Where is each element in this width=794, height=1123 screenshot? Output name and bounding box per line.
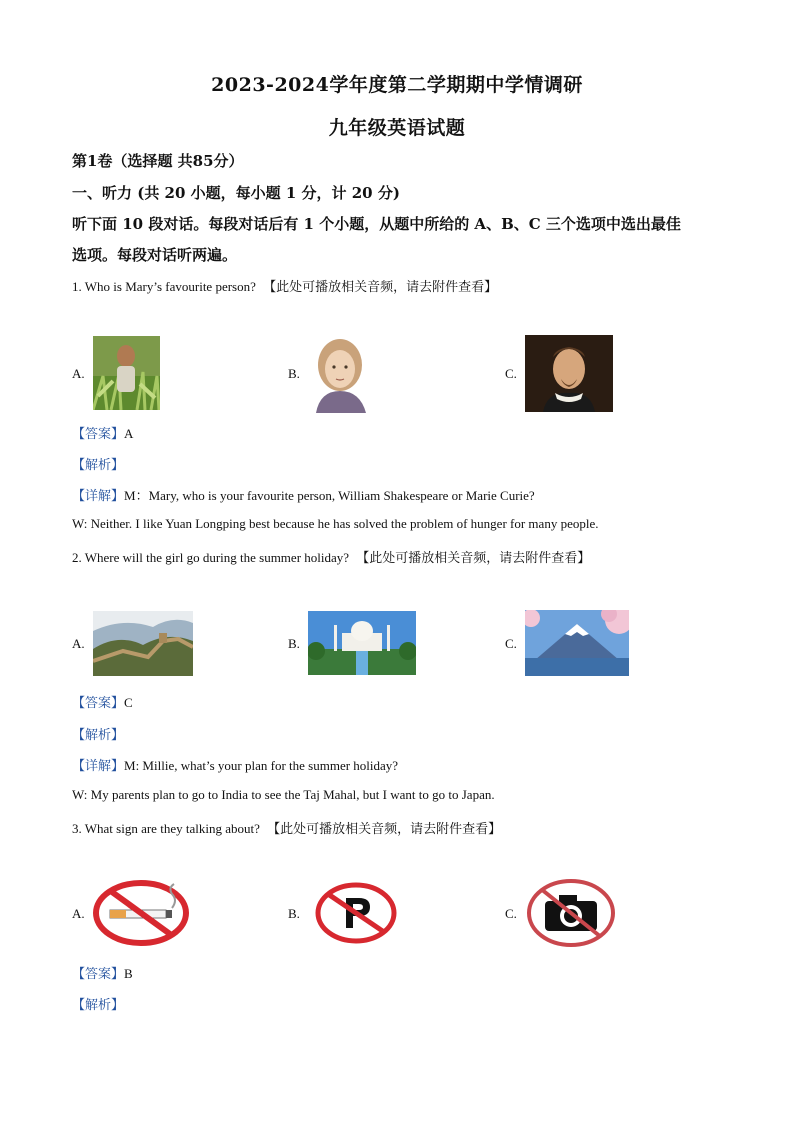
great-wall-photo bbox=[93, 611, 193, 676]
question-2-detail-line-2: W: My parents plan to go to India to see the Taj Mahal, but I want to go to Japan. bbox=[72, 787, 495, 802]
option-c-label: C. bbox=[505, 906, 517, 921]
option-a-label: A. bbox=[72, 636, 85, 651]
instruction-line-2: 选项。每段对话听两遍。 bbox=[72, 246, 238, 264]
no-photography-sign bbox=[525, 877, 617, 949]
option-c-label: C. bbox=[505, 636, 517, 651]
answer-tag: 【答案】 bbox=[72, 426, 125, 441]
mount-fuji-photo bbox=[525, 610, 629, 676]
answer-value: A bbox=[124, 426, 134, 441]
answer-value: B bbox=[124, 966, 133, 981]
option-b-label: B. bbox=[288, 636, 300, 651]
option-b-label: B. bbox=[288, 906, 300, 921]
question-3-stem bbox=[72, 818, 501, 837]
part-heading: 一、听力 (共 20 小题，每小题 1 分，计 20 分) bbox=[72, 184, 400, 202]
question-stem-text: 2. Where will the girl go during the summer holiday? bbox=[72, 550, 350, 565]
question-3-answer bbox=[72, 963, 133, 982]
answer-value: C bbox=[124, 695, 133, 710]
taj-mahal-photo bbox=[308, 611, 416, 675]
question-1-analysis-tag: 【解析】 bbox=[72, 457, 125, 472]
no-parking-sign bbox=[312, 880, 400, 946]
detail-tag: 【详解】 bbox=[72, 758, 125, 773]
question-2-answer bbox=[72, 692, 133, 711]
question-2-stem bbox=[72, 547, 590, 566]
question-3-analysis-tag: 【解析】 bbox=[72, 997, 125, 1012]
question-1-answer bbox=[72, 423, 133, 442]
exam-subtitle: 九年级英语试题 bbox=[328, 117, 466, 139]
instruction-line-1: 听下面 10 段对话。每段对话后有 1 个小题，从题中所给的 A、B、C 三个选项中选出最佳 bbox=[72, 215, 681, 233]
option-a-label: A. bbox=[72, 366, 85, 381]
option-a-label: A. bbox=[72, 906, 85, 921]
man-in-rice-field-photo bbox=[93, 336, 160, 410]
option-b-label: B. bbox=[288, 366, 300, 381]
no-smoking-sign bbox=[92, 880, 190, 946]
audio-note[interactable]: 【此处可播放相关音频，请去附件查看】 bbox=[263, 279, 498, 294]
answer-tag: 【答案】 bbox=[72, 966, 125, 981]
question-1-detail bbox=[72, 485, 535, 504]
option-c-label: C. bbox=[505, 366, 517, 381]
volume-heading: 第1卷（选择题 共85分） bbox=[72, 152, 244, 170]
exam-title: 2023-2024学年度第二学期期中学情调研 bbox=[211, 74, 583, 96]
question-2-analysis-tag: 【解析】 bbox=[72, 727, 125, 742]
detail-text: M: Millie, what’s your plan for the summer holiday? bbox=[124, 758, 399, 773]
question-stem-text: 1. Who is Mary’s favourite person? bbox=[72, 279, 256, 294]
audio-note[interactable]: 【此处可播放相关音频，请去附件查看】 bbox=[267, 821, 502, 836]
answer-tag: 【答案】 bbox=[72, 695, 125, 710]
question-stem-text: 3. What sign are they talking about? bbox=[72, 821, 260, 836]
shakespeare-portrait bbox=[525, 335, 613, 412]
audio-note[interactable]: 【此处可播放相关音频，请去附件查看】 bbox=[356, 550, 591, 565]
detail-text: M：Mary, who is your favourite person, William Shakespeare or Marie Curie? bbox=[124, 488, 535, 503]
question-1-stem bbox=[72, 276, 497, 295]
question-2-detail bbox=[72, 755, 398, 774]
detail-tag: 【详解】 bbox=[72, 488, 125, 503]
marie-curie-portrait bbox=[308, 333, 373, 413]
question-1-detail-line-2: W: Neither. I like Yuan Longping best because he has solved the problem of hunger for many people. bbox=[72, 516, 599, 531]
